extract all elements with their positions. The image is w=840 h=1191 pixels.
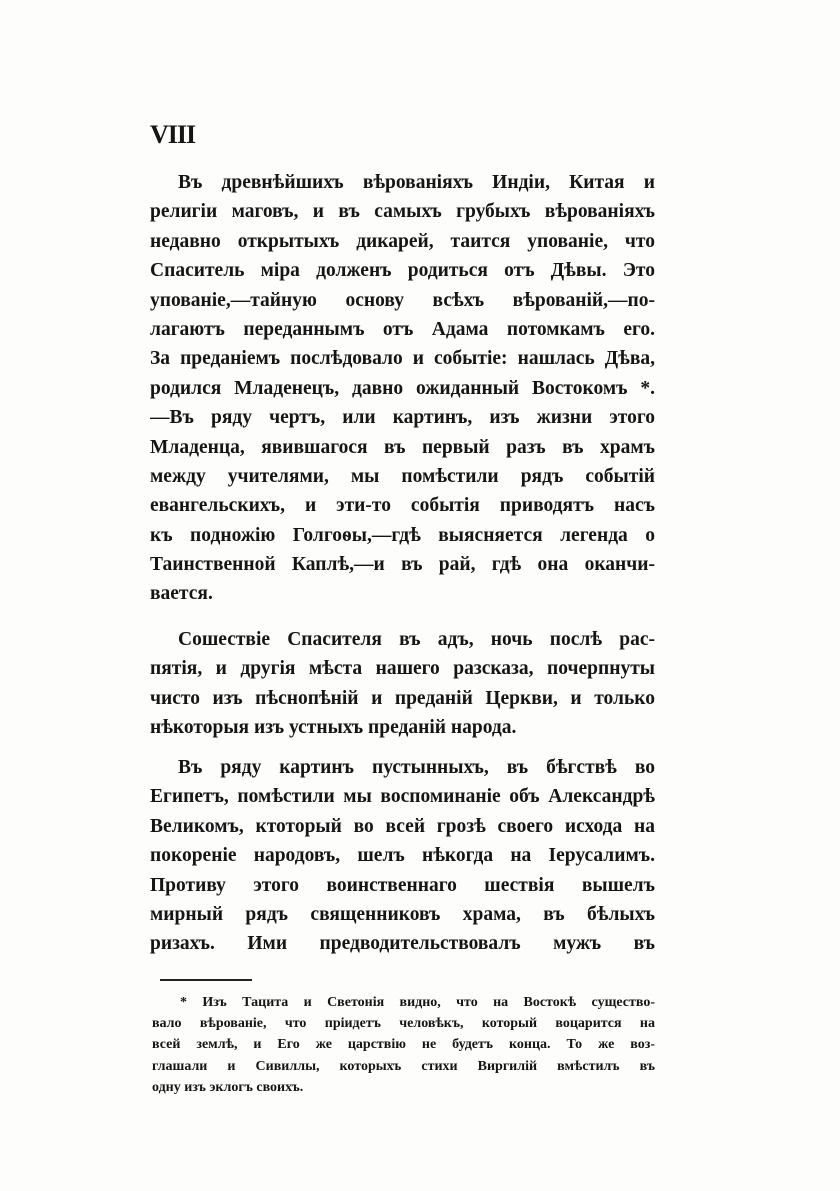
text-line: упованіе,—тайную основу всѣхъ вѣрованій,—по- — [150, 289, 655, 311]
text-line: Египетъ, помѣстили мы воспоминаніе объ Александрѣ — [150, 786, 655, 808]
text-line: ризахъ. Ими предводительствовалъ мужъ въ — [150, 933, 655, 955]
footnote-line: вало вѣрованіе, что пріидетъ человѣкъ, который воцарится на — [152, 1016, 655, 1032]
text-line: Великомъ, ктоторый во всей грозѣ своего исхода на — [150, 815, 655, 837]
text-line: За преданіемъ послѣдовало и событіе: нашлась Дѣва, — [150, 348, 655, 370]
text-line: —Въ ряду чертъ, или картинъ, изъ жизни этого — [150, 407, 655, 429]
text-line: родился Младенецъ, давно ожиданный Востокомъ *. — [150, 377, 655, 399]
text-line: вается. — [150, 583, 213, 605]
footnote-line: одну изъ эклогъ своихъ. — [152, 1079, 304, 1095]
text-line: евангельскихъ, и эти-то событія приводятъ насъ — [150, 495, 655, 517]
text-line: лагаютъ переданнымъ отъ Адама потомкамъ его. — [150, 318, 655, 340]
footnote-line: * Изъ Тацита и Светонія видно, что на Востокѣ существо- — [180, 995, 655, 1010]
text-line: покореніе народовъ, шелъ нѣкогда на Іерусалимъ. — [150, 845, 655, 867]
text-line: Таинственной Каплѣ,—и въ рай, гдѣ она оканчи- — [150, 554, 655, 576]
text-line: религіи маговъ, и въ самыхъ грубыхъ вѣрованіяхъ — [150, 201, 655, 223]
footnote-divider — [160, 979, 252, 981]
paragraph-3 — [150, 753, 655, 959]
text-line: чисто изъ пѣснопѣній и преданій Церкви, и только — [150, 687, 655, 709]
text-line: Въ древнѣйшихъ вѣрованіяхъ Индіи, Китая и — [178, 172, 655, 193]
text-line: между учителями, мы помѣстили рядъ событій — [150, 465, 655, 487]
footnote — [152, 992, 655, 1098]
text-line: къ подножію Голгоѳы,—гдѣ выясняется легенда о — [150, 524, 655, 546]
footnote-line: всей землѣ, и Его же царствію не будетъ конца. То же воз- — [152, 1037, 655, 1053]
text-line: Младенца, явившагося въ первый разъ въ храмъ — [150, 436, 655, 458]
text-line: Спаситель міра долженъ родиться отъ Дѣвы. Это — [150, 260, 655, 282]
text-line: Въ ряду картинъ пустынныхъ, въ бѣгствѣ во — [178, 757, 655, 778]
page-number: VIII — [150, 120, 196, 149]
footnote-line: глашали и Сивиллы, которыхъ стихи Виргилій вмѣстилъ въ — [152, 1058, 655, 1074]
text-line: Противу этого воинственнаго шествія вышелъ — [150, 874, 655, 896]
text-line: недавно открытыхъ дикарей, таится упованіе, что — [150, 230, 655, 252]
text-line: мирный рядъ священниковъ храма, въ бѣлыхъ — [150, 903, 655, 925]
text-line: пятія, и другія мѣста нашего разсказа, почерпнуты — [150, 658, 655, 680]
text-line: нѣкоторыя изъ устныхъ преданій народа. — [150, 717, 517, 739]
paragraph-1 — [150, 168, 655, 609]
paragraph-2 — [150, 625, 655, 743]
text-line: Сошествіе Спасителя въ адъ, ночь послѣ рас- — [178, 629, 655, 650]
